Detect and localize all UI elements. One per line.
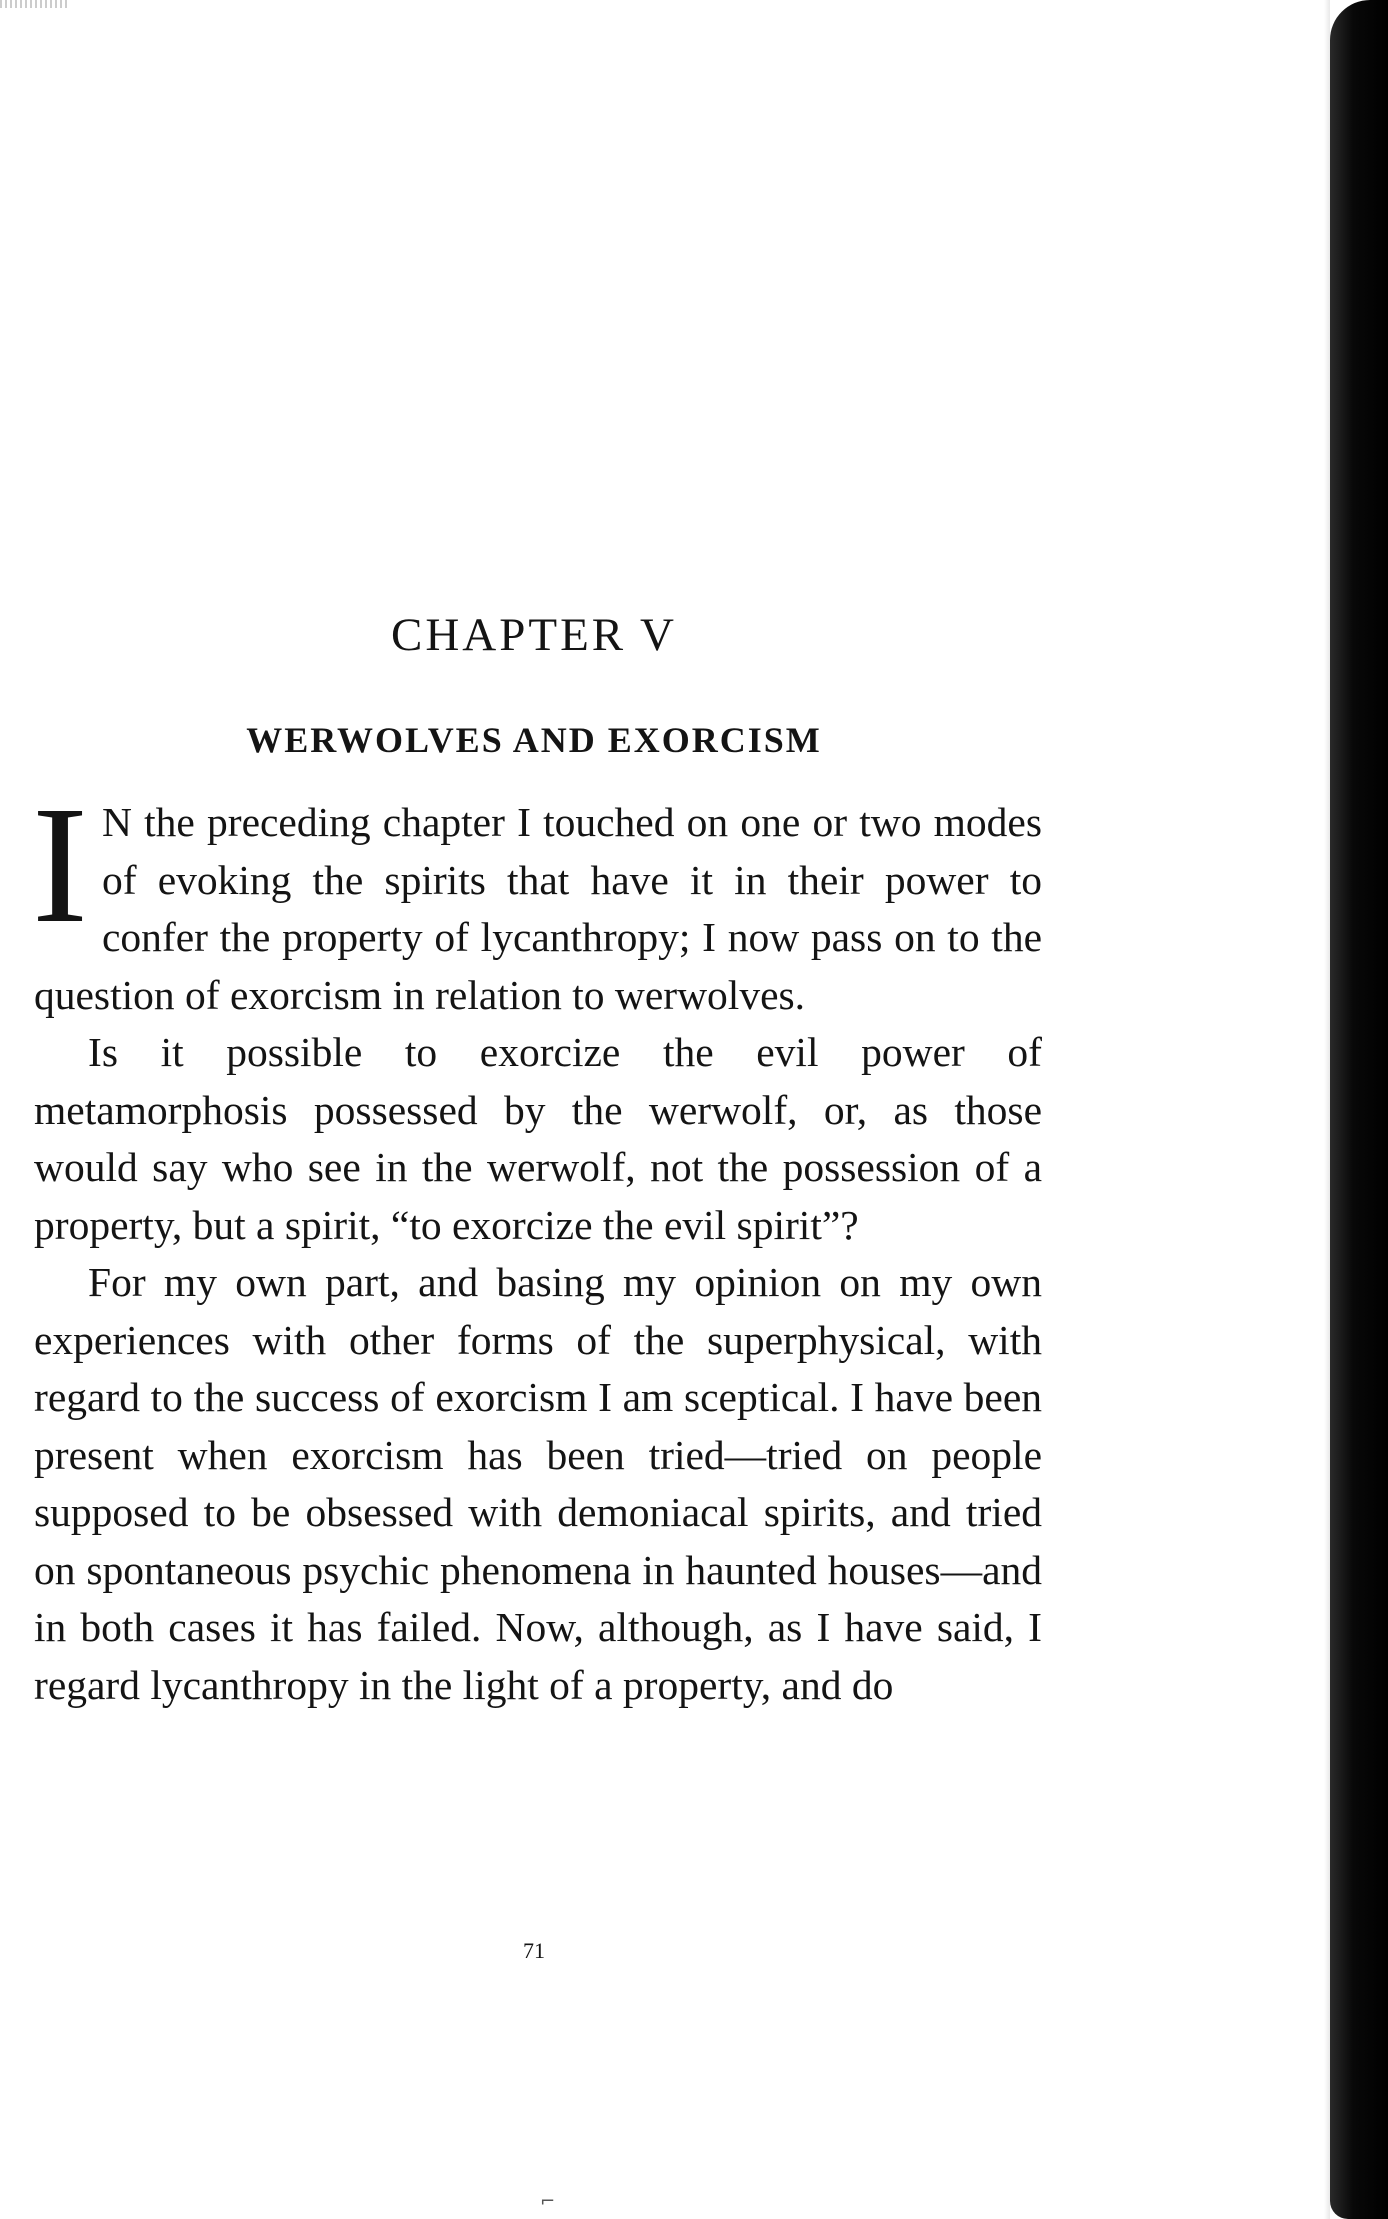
chapter-label: CHAPTER V [391, 609, 677, 662]
scan-specks [0, 0, 70, 8]
chapter-title: WERWOLVES AND EXORCISM [246, 719, 822, 760]
drop-cap: I [32, 772, 88, 958]
paragraph-3: For my own part, and basing my opinion on my own experiences with other forms of the superphysical, with regard to the success of exorcism I am sceptical. I have been present when exorcism has been tried—tried on people supposed to be obsessed with demoniacal spirits, and tried on spontaneous psychic phenomena in haunted houses—and in both cases it has failed. Now, although, as I have said, I regard lycanthropy in the light of a property, and do [34, 1259, 1042, 1708]
page-number: 71 [523, 1938, 545, 1963]
paragraph-1 [32, 772, 1042, 1024]
paragraph-1-text: N the preceding chapter I touched on one or two modes of evoking the spirits that have it in their power to confer the property of lycanthropy; I now pass on to the question of exorcism in relation to werwolves. [34, 799, 1042, 1018]
scan-mark-icon: ⌐ [540, 2191, 556, 2212]
scanned-page-edge [1330, 0, 1388, 2219]
paragraph-2: Is it possible to exorcize the evil power of metamorphosis possessed by the werwolf, or, as those would say who see in the werwolf, not the possession of a property, but a spirit, “to exorcize the evil spirit”? [34, 1029, 1042, 1248]
chapter-body [32, 772, 1042, 1714]
